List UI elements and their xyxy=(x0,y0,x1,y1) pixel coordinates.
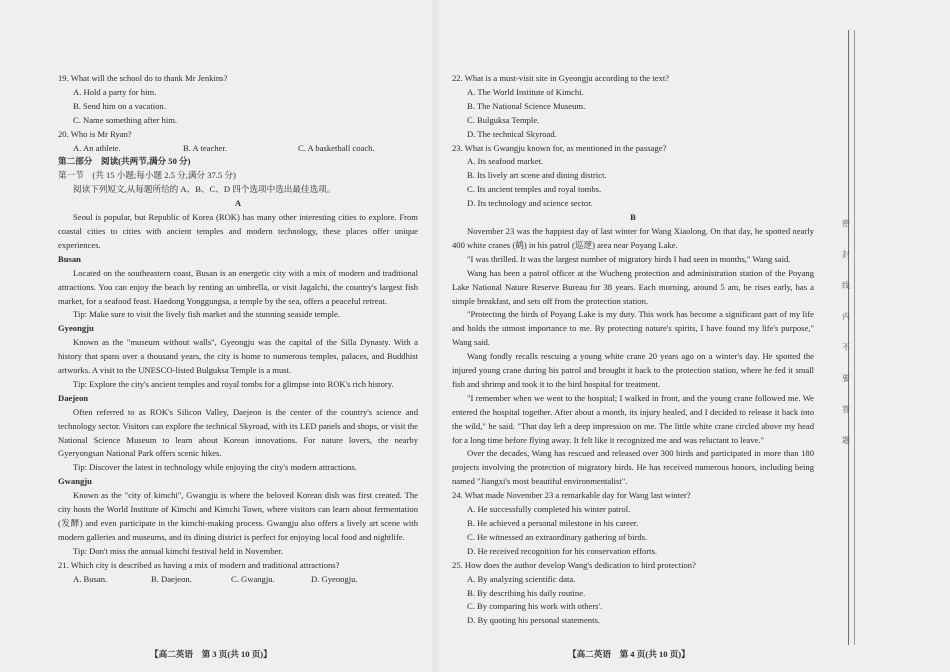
answer-option: A. An athlete. xyxy=(73,142,121,153)
passage-paragraph: Seoul is popular, but Republic of Korea (ROK) has many other interesting cities to explore. From coastal cities to cities with ancient temples and modern technology, these places offer unique experiences. xyxy=(58,212,418,250)
question-stem: 22. What is a must-visit site in Gyeongju according to the text? xyxy=(452,73,670,83)
answer-option: B. He achieved a personal milestone in his career. xyxy=(467,518,639,528)
passage-paragraph: Known as the "museum without walls", Gyeongju was the capital of the Silla Dynasty. With a history that spans over a thousand years, the city is home to numerous temples, palaces, and Buddhist artworks. A visit to the UNESCO-listed Bulguksa Temple is a must. xyxy=(58,337,418,376)
answer-option: D. He received recognition for his conservation efforts. xyxy=(467,545,658,556)
seal-char: 不 xyxy=(842,343,850,352)
passage-label: B xyxy=(630,212,636,223)
left-page-content xyxy=(58,72,418,587)
answer-option: C. Gwangju. xyxy=(231,573,275,584)
passage-paragraph: Known as the "city of kimchi", Gwangju is where the beloved Korean dish was first created. The city hosts the World Institute of Kimchi and Kimchi Town, where visitors can learn about fermentation (发酵) and even participate in the kimchi-making process. Gwangju also offers a lively art scene with modern galleries and museums, and its dining district is perfect for enjoying local food and nightlife. xyxy=(58,490,418,542)
answer-option: C. He witnessed an extraordinary gathering of birds. xyxy=(467,531,648,542)
passage-paragraph: November 23 was the happiest day of last winter for Wang Xiaolong. On that day, he spotted nearly 400 white cranes (鹤) in his patrol (巡逻) area near Poyang Lake. xyxy=(452,225,814,250)
answer-option: A. The World Institute of Kimchi. xyxy=(467,86,584,97)
answer-option: B. Daejeon. xyxy=(151,573,192,584)
answer-option: D. Gyeongju. xyxy=(311,573,358,584)
answer-option: D. The technical Skyroad. xyxy=(467,128,557,139)
seal-char: 要 xyxy=(842,374,850,383)
section-heading: Busan xyxy=(58,253,81,264)
passage-note: 阅读下列短文,从每题所给的 A、B、C、D 四个选项中选出最佳选项。 xyxy=(73,184,336,195)
seal-char: 答 xyxy=(842,405,850,414)
passage-paragraph: Over the decades, Wang has rescued and released over 300 birds and participated in more than 180 projects involving the protection of migratory birds. He has received numerous honors, including being named "Jiangxi's most beautiful environmentalist". xyxy=(452,448,814,487)
answer-options-row xyxy=(58,573,418,587)
question-stem: 25. How does the author develop Wang's dedication to bird protection? xyxy=(452,559,696,570)
right-page xyxy=(452,0,814,672)
passage-note: Tip: Discover the latest in technology while enjoying the city's modern attractions. xyxy=(73,462,357,473)
seal-line-notice xyxy=(837,218,855,466)
passage-note: Tip: Don't miss the annual kimchi festival held in November. xyxy=(73,545,283,556)
section-heading: Gwangju xyxy=(58,476,92,487)
answer-option: B. Send him on a vacation. xyxy=(73,100,166,111)
answer-option: D. By quoting his personal statements. xyxy=(467,615,600,626)
passage-label: A xyxy=(234,198,242,209)
passage-paragraph: Wang fondly recalls rescuing a young white crane 20 years ago on a winter's day. He spotted the injured young crane during his patrol and brought it back to the protection station, where he fed it small fish and shrimp and took it to the bird hospital for treatment. xyxy=(452,351,814,389)
answer-option: C. Its ancient temples and royal tombs. xyxy=(467,184,602,195)
passage-paragraph: Tip: Explore the city's ancient temples and royal tombs for a glimpse into ROK's rich history. xyxy=(73,378,394,389)
answer-option: A. By analyzing scientific data. xyxy=(467,573,576,584)
page-fold xyxy=(430,0,440,672)
passage-paragraph: "I was thrilled. It was the largest number of migratory birds I had seen in months," Wang said. xyxy=(467,253,791,264)
seal-char: 密 xyxy=(842,219,850,228)
answer-option: A. Its seafood market. xyxy=(467,156,544,167)
answer-option: B. The National Science Museum. xyxy=(467,100,586,111)
question-stem: 21. Which city is described as having a mix of modern and traditional attractions? xyxy=(58,559,340,570)
passage-paragraph: "I remember when we went to the hospital; I walked in front, and the young crane followed me. We entered the hospital together. After about a month, its injury healed, and I decided to release it back into the wild," he said. "That day left a deep impression on me. The little white crane circled above my head for a long time before flying away. It felt like it recognized me and was reluctant to leave." xyxy=(452,392,814,445)
left-page-footer: 【高二英语 第 3 页(共 10 页)】 xyxy=(150,649,272,659)
passage-paragraph: Often referred to as ROK's Silicon Valley, Daejeon is the center of the country's science and technology sector. Visitors can explore the technical Skyroad, with its LED panels and shops, or visit the National Science Museum to learn about Korean innovations. For nature lovers, the nearby Gyeryongsan National Park offers scenic hikes. xyxy=(58,406,418,459)
left-page xyxy=(58,0,418,672)
seal-char: 内 xyxy=(842,312,850,321)
answer-option: C. Bulguksa Temple. xyxy=(467,114,540,125)
answer-option: B. By describing his daily routine. xyxy=(467,587,586,598)
seal-char: 线 xyxy=(842,281,850,290)
answer-option: C. A basketball coach. xyxy=(298,142,375,153)
passage-paragraph: Located on the southeastern coast, Busan is an energetic city with a mix of modern and traditional attractions. You can enjoy the beach by renting an umbrella, or visit Jagalchi, the country's largest fish market, for a seafood feast. Haedong Yonggungsa, a temple by the sea, offers a peaceful retreat. xyxy=(58,267,418,306)
question-stem: 24. What made November 23 a remarkable day for Wang last winter? xyxy=(452,490,691,501)
seal-char: 题 xyxy=(842,436,850,445)
right-page-footer: 【高二英语 第 4 页(共 10 页)】 xyxy=(568,649,690,659)
answer-option: A. Hold a party for him. xyxy=(73,86,157,97)
binding-margin xyxy=(836,0,950,672)
answer-option: C. Name something after him. xyxy=(73,114,178,125)
passage-paragraph: "Protecting the birds of Poyang Lake is my duty. This work has become a significant part of my life and holds the utmost importance to me. By protecting nature's spirits, I have found my life's purpose," Wang said. xyxy=(452,309,814,348)
section-heading: Gyeongju xyxy=(58,323,94,334)
answer-option: C. By comparing his work with others'. xyxy=(467,601,603,612)
part-heading: 第二部分 阅读(共两节,满分 50 分) xyxy=(58,156,191,167)
question-stem: 20. Who is Mr Ryan? xyxy=(58,128,132,139)
answer-option: A. He successfully completed his winter patrol. xyxy=(467,504,631,515)
question-stem: 第一节 (共 15 小题;每小题 2.5 分,满分 37.5 分) xyxy=(58,170,236,181)
right-page-content xyxy=(452,72,814,628)
answer-option: B. A teacher. xyxy=(183,142,227,153)
section-heading: Daejeon xyxy=(58,392,89,403)
passage-note: Tip: Make sure to visit the lively fish market and the stunning seaside temple. xyxy=(73,309,341,320)
answer-option: D. Its technology and science sector. xyxy=(467,198,593,209)
answer-options-row xyxy=(58,142,418,156)
answer-option: A. Busan. xyxy=(73,573,108,584)
seal-char: 封 xyxy=(842,250,850,259)
passage-paragraph: Wang has been a patrol officer at the Wucheng protection and administration station of the Poyang Lake National Nature Reserve Bureau for 38 years. Each morning, around 5 am, he rises early, has a simple breakfast, and sets off from the protection station. xyxy=(452,267,814,306)
question-stem: 23. What is Gwangju known for, as mentioned in the passage? xyxy=(452,142,667,153)
question-stem: 19. What will the school do to thank Mr Jenkins? xyxy=(58,73,228,83)
answer-option: B. Its lively art scene and dining district. xyxy=(467,170,607,181)
